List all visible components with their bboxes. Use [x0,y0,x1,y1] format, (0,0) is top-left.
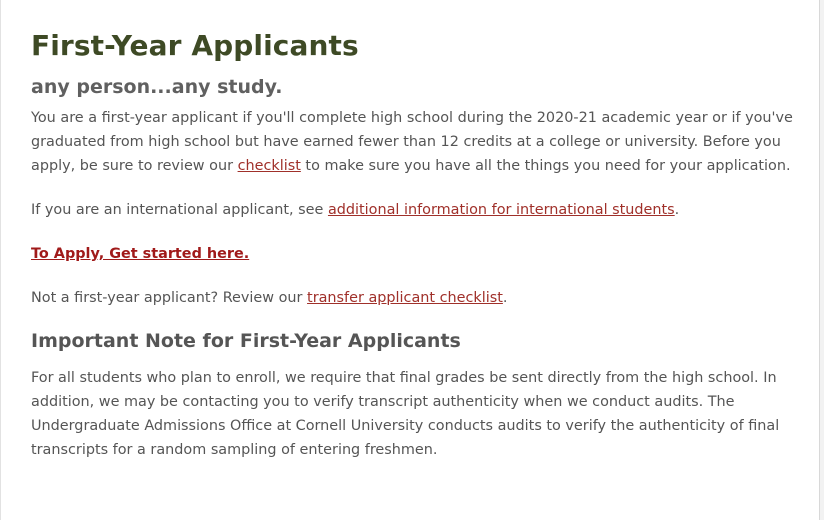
transfer-text-before: Not a first-year applicant? Review our [31,290,308,306]
transfer-text-after: . [502,290,508,306]
checklist-link[interactable]: checklist [237,158,301,174]
intro-text-before: You are a first-year applicant if you'll complete high school during the 2020-21 academic year or if you've graduated from high school but have earned fewer than 12 credits at a college or university. Before you apply, be sure to review our [31,110,793,174]
international-paragraph [31,198,801,222]
intro-text-after: to make sure you have all the things you need for your application. [300,158,791,174]
important-note-paragraph: For all students who plan to enroll, we require that final grades be sent directly from the high school. In addition, we may be contacting you to verify transcript authenticity when we conduct audits. The Undergraduate Admissions Office at Cornell University conducts audits to verify the authenticity of final transcripts for a random sampling of entering freshmen. [31,370,780,458]
page-title: First-Year Applicants [31,29,359,62]
international-text-after: . [674,202,680,218]
important-note-heading: Important Note for First-Year Applicants [31,330,461,352]
international-text-before: If you are an international applicant, see [31,202,328,218]
transfer-checklist-link[interactable]: transfer applicant checklist [307,290,503,306]
transfer-paragraph [31,286,801,310]
apply-paragraph [31,242,801,266]
page-tagline: any person...any study. [31,76,283,98]
apply-link[interactable]: To Apply, Get started here. [31,246,250,262]
intro-paragraph [31,106,801,178]
international-students-link[interactable]: additional information for international students [327,202,675,218]
main-content [31,26,801,462]
